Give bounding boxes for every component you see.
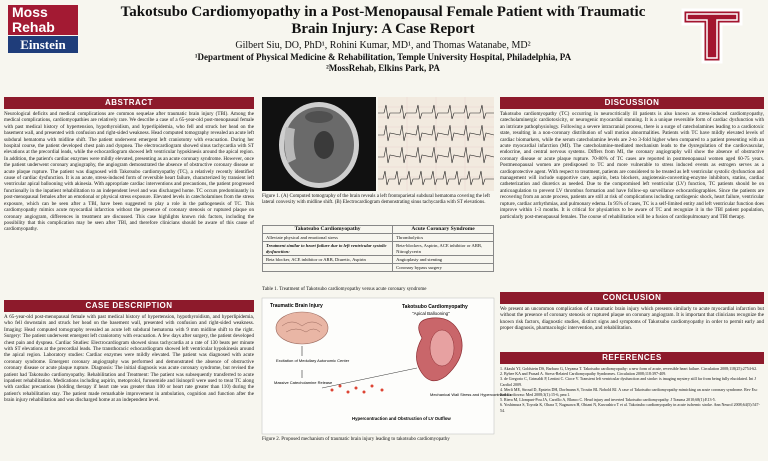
temple-t-icon	[683, 10, 741, 62]
case-description-text: A 65-year-old post-menopausal female with past medical history of hypertension, hypothyroidism, and hyperlipidemia, who fell downstairs and struck her head on the basement wall, presented with confusion and right-sided weakness. Imaging: Head computed tomography revealed an acute left subdural hematoma with 9 mm midline shift to the right. Surgery: The patient underwent emergent left craniotomy with evacuation. A few days after surgery, the patient developed chest pain and dyspnea. Cardiac Studies: Electrocardiogram showed sinus tachycardia at a rate of 130 beats per minute with ST elevations at the precordial leads. The transthoracic echocardiogram showed left ventricular hypokinesis around the apical region. Laboratory studies: Cardiac enzymes were mildly elevated. The patient was diagnosed with acute coronary syndrome. Emergent coronary angiography was performed and demonstrated the absence of obstructive coronary disease or acute plaque rupture. Diagnosis: The initial diagnosis was acute coronary syndrome, but revised the patient had Takotsubo cardiomyopathy. Rehabilitation and Treatment: The patient was subsequently transferred to acute inpatient rehabilitation. Medications including aspirin, metoprolol, furosemide and lisinopril were used to treat TC along with cardiac precautions (holding therapy if heart rate was greater than 100 or heart rate greater than 110) during the patient's rehabilitation stay. The patient made remarkable improvement in ambulation, cognition and function after the brain injury rehabilitation and was discharged home at an independent level.	[4, 314, 254, 404]
figure1b-ecg-image	[378, 97, 494, 191]
table-cell	[263, 264, 393, 272]
mossrehab-logo-line1: Moss	[12, 4, 48, 20]
fig2-ans-label: Excitation of Medullary Autonomic Center	[276, 358, 350, 363]
fig2-takotsubo-label: Takotsubo Cardiomyopathy	[402, 304, 468, 310]
table-cell: Treatment similar to heart failure due to left ventricular systolic dysfunction:	[263, 242, 393, 255]
abstract-text: Neurological deficits and medical complications are common sequelae after traumatic brain injury (TBI). Among the medical complications, cardiomyopathies are relatively rare. We describe a case of a 65-year-old post-menopausal female with past medical history of hypertension, hypothyroidism, and hyperlipidemia, who fell and struck her head on the basement wall, and presented with confusion and right-sided weakness. Head computed tomography revealed an acute left subdural hematoma with midline shift. The patient underwent emergent left craniotomy with evacuation. During her hospital course, the patient developed chest pain and dyspnea. The electrocardiogram showed sinus tachycardia with ST elevations at the precordial leads, while the echocardiogram showed left ventricular hypokinesis around the apical region. In addition, the patient's cardiac enzymes were mildly elevated, presenting as an acute coronary syndrome. However, once the patient underwent coronary angiography, the angiogram demonstrated the absence of obstructive coronary disease or acute plaque rupture. The patient was diagnosed with Takotsubo cardiomyopathy (TC), a relatively recently identified cause of cardiac dysfunction. It is an acute, stress-induced form of reversible heart failure, characterized by transient left ventricular apical ballooning with akinesia. With appropriate cardiac interventions and precautions, the patient progressed functionally in the inpatient rehabilitation to an independent level and was discharged home. TC occurs predominantly in post-menopausal females after an emotional or physical stress exposure. Elevated levels in catecholamines from the stress exposure, which can be seen after a TBI, have been suggested to play a role in the pathogenesis of TC. This cardiomyopathy mimics acute myocardial infarction without the presence of coronary stenosis or ruptured plaque on coronary angiogram, differences in treatment are discussed. This case highlights known risk factors, including the possibility that this complication may be seen after TBI, and therefore clinicians should be aware of this cause of cardiomyopathy.	[4, 111, 254, 233]
reference-item: 5. Riera M, Llompart-Pou JA, Carrillo A, Blanco C. Head injury and inverted Takotsubo cardiomyopathy. J Trauma 2010;68(1):E13-5.	[500, 397, 716, 403]
reference-item: 3. de Gregorio C, Grimaldi P, Lentini C. Cioce V. Transient left ventricular dysfunction and stroke: is imaging mystery still far from being fully elucidated. Int J Cardiol 2009.	[500, 376, 756, 387]
poster-authors: Gilbert Siu, DO, PhD¹, Rohini Kumar, MD¹, and Thomas Watanabe, MD²	[235, 40, 531, 51]
table-row	[263, 234, 494, 242]
fig2-tbi-label: Traumatic Brain Injury	[270, 303, 323, 309]
table1	[262, 225, 494, 272]
brain-icon	[276, 312, 328, 344]
mossrehab-logo	[8, 5, 78, 35]
discussion-header: DISCUSSION	[500, 97, 764, 109]
table-cell: Alleviate physical and emotional stress	[263, 234, 393, 242]
reference-item: 1. Akashi YJ, Goldstein DS, Barbaro G, Ueyama T. Takotsubo cardiomyopathy: a new form of acute, reversible heart failure. Circulation 2008;118(25):2754-62.	[500, 366, 758, 371]
poster-title: Takotsubo Cardiomyopathy in a Post-Menopausal Female Patient with Traumatic Brain Injury: A Case Report	[120, 4, 646, 37]
figure1-caption: Figure 1. (A) Computed tomography of the brain reveals a left frontoparietal subdural hematoma covering the left lateral convexity with midline shift. (B) Electrocardiogram demonstrating sinus tachycardia with ST elevations.	[262, 194, 490, 205]
mossrehab-logo-line2: Rehab	[12, 19, 55, 35]
figure2-caption: Figure 2. Proposed mechanism of traumatic brain injury leading to takotsubo cardiomyopathy	[262, 437, 450, 442]
table-row	[263, 264, 494, 272]
table-cell: Thrombolytics	[393, 234, 494, 242]
table1-header-row	[263, 226, 494, 234]
table1-caption: Table 1. Treatment of Takotsubo cardiomyopathy versus acute coronary syndrome	[262, 287, 427, 292]
table-cell: Coronary bypass surgery	[393, 264, 494, 272]
fig2-apical-label: "Apical Ballooning"	[412, 311, 450, 316]
affiliation-mossrehab: ²MossRehab, Elkins Park, PA	[326, 63, 440, 73]
temple-logo	[677, 6, 747, 66]
conclusion-text: We present an uncommon complication of a traumatic brain injury which presents similarly to acute myocardial infarction but without the presence of coronary stenosis or ruptured plaque on coronary angiogram. It is important that clinicians recognize the known risk factors, diagnostic studies, distinct signs and symptoms of Takotsubo cardiomyopathy in order to permit early and proper diagnosis, pharmacologic intervention, and rehabilitation.	[500, 306, 764, 332]
fig2-hyper-label: Hypercontraction and Obstruction of LV Outflow	[352, 416, 451, 421]
reference-item: 4. Merli ME, Stroud D, Epstein DH, Dorfmann S, Trostin BL Nobold RJ. A case of Takotsubo cardiomyopathy mimicking an acute coronary syndrome. Rev Esc Enf Cardiovasc Med 2008;3(1):15-6, pmc1.	[500, 386, 758, 398]
figure1a-ct-image	[262, 97, 376, 191]
table-row	[263, 242, 494, 255]
case-description-header: CASE DESCRIPTION	[4, 300, 254, 312]
figure2-diagram	[262, 298, 511, 434]
einstein-logo: Einstein	[8, 36, 78, 53]
table-cell: Beta blocker, ACE inhibitor or ARB, Diuretic, Aspirin	[263, 255, 393, 263]
table-cell: Beta-blockers, Aspirin, ACE inhibitor or ARB, Nitroglycerin	[393, 242, 494, 255]
fig2-catecholamine-label: Massive Catecholamine Release	[274, 380, 333, 385]
reference-item: 2. Bybee KA and Prasad A. Stress-Related Cardiomyopathy Syndromes. Circulation 2008;118:397-409.	[500, 371, 667, 377]
conclusion-header: CONCLUSION	[500, 292, 764, 304]
abstract-header: ABSTRACT	[4, 97, 254, 109]
reference-item: 6. Yoshimura S, Toyoda K, Ohara T, Nagasawa H, Ohtani N, Kuwashiro T et al. Takotsubo cardiomyopathy in acute ischemic stroke. Ann Neurol 2008;64(5):547-54.	[500, 402, 760, 413]
table1-header-acs: Acute Coronary Syndrome	[393, 226, 494, 234]
table-row	[263, 255, 494, 263]
fig2-mech-label: Mechanical Wall Stress and Hypercontraction	[430, 392, 511, 397]
table-cell: Angioplasty and stenting	[393, 255, 494, 263]
discussion-text: Takotsubo cardiomyopathy (TC) occurring in neurocritically ill patients is also known as stress-induced cardiomyopathy, catecholaminergic cardiotoxicity, or neurogenic myocardial stunning. It is a unique reversible form of cardiac dysfunction with an intricate pathophysiology. Following a severe intracranial process, there is a surge of catecholamines leading to a cardiotoxic state, resulting in a non-coronary distribution of wall motion abnormalities. Patients with TC have mildly elevated levels of cardiac biomarkers, while the serum catecholamine levels are 2-to 3-fold higher when compared to a patient presenting with an acute myocardial infarction (MI). The catecholamine-mediated mechanism leads to the dysregulation of the cardiovascular, endocrine, and central nervous systems. Differs from MI, the coronary angiography will show the absence of obstructive coronary disease or acute plaque rupture. 70-80% of TC cases are reported in postmenopausal women aged 60-75 years. Postmenopausal women are predisposed to TC and more vulnerable to stress induced events as estrogen serves as a cardioprotective agent. With respect to treatment, patients are considered to be treated as left ventricular systolic dysfunction and management will include supportive care, aspirin, beta blockers, angiotensin-converting-enzyme inhibitors, statins, cardiac catheterization and diuretics as needed. Due to the compromised left ventricular (LV) function, TC patients should be on anticoagulation to prevent LV thrombus formation and have follow-up surveillance echocardiographies. Since the patients are recovering from an acute process, patients are still at risk of complications including cardiogenic shock, heart failure, ventricular rupture, cardiac arrhythmias, and pulmonary edema. In 95% of cases, TC is a self-limited entity and left ventricular function does improve within 1-3 months. It is critical for physiatrists to be aware of TC and recognize it in the TBI patient population, particularly post-menopausal females. The course of rehabilitation will be a fusion of cardiopulmonary and TBI therapy.	[500, 111, 764, 220]
references-header: REFERENCES	[500, 352, 764, 364]
affiliation-temple: ¹Department of Physical Medicine & Rehabilitation, Temple University Hospital, Philadelphia, PA	[194, 52, 572, 62]
references-list	[500, 366, 764, 458]
table1-header-tc: Takotsubo Cardiomyopathy	[263, 226, 393, 234]
